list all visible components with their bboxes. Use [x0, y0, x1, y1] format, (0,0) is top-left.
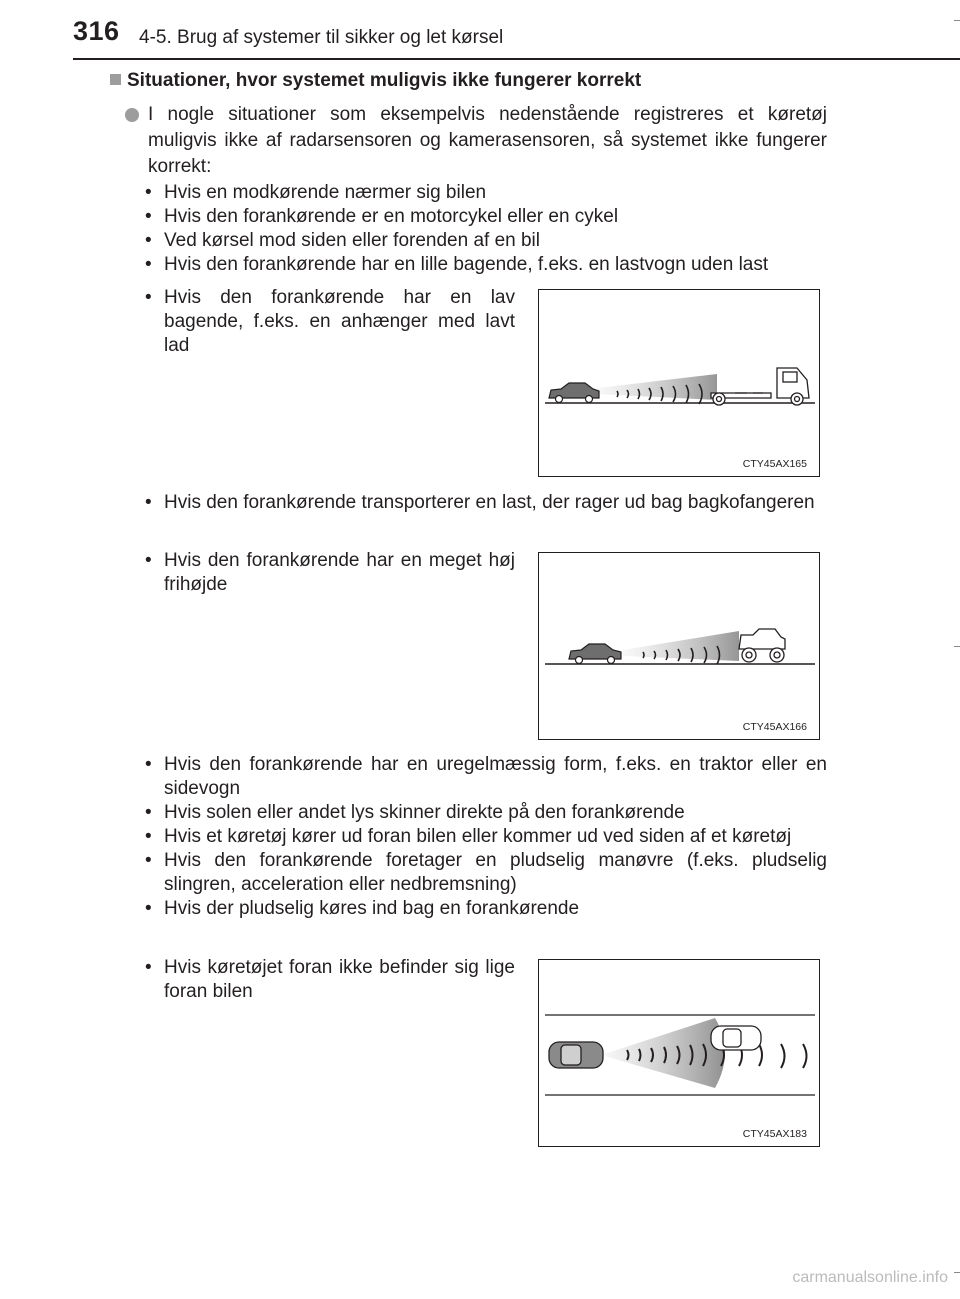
crop-mark: [954, 1272, 960, 1273]
figure-offset-vehicle: [538, 959, 820, 1147]
list-item: • Hvis den forankørende har en meget høj frihøjde: [145, 549, 515, 597]
list-item: • Hvis køretøjet foran ikke befinder sig lige foran bilen: [145, 956, 515, 1004]
page-number: 316: [73, 16, 120, 46]
situation-high-clearance: [145, 549, 515, 597]
circle-bullet-icon: [125, 108, 139, 122]
car-topview-icon: [549, 1042, 603, 1068]
suv-icon: [739, 629, 785, 662]
list-item: • Hvis der pludselig køres ind bag en forankørende: [145, 897, 827, 921]
truck-illustration: [539, 290, 819, 476]
list-item: • Hvis den forankørende transporterer en last, der rager ud bag bagkofangeren: [145, 491, 827, 515]
figure-code: CTY45AX166: [742, 721, 807, 733]
intro-paragraph: [125, 102, 827, 180]
suv-illustration: [539, 553, 819, 739]
crop-mark: [954, 646, 960, 647]
header-rule: [73, 58, 960, 60]
list-item: • Hvis den forankørende har en lille bagende, f.eks. en lastvogn uden last: [145, 253, 827, 277]
square-bullet-icon: [110, 74, 121, 85]
figure-high-clearance: [538, 552, 820, 740]
situation-list-b: [145, 753, 827, 921]
car-icon: [549, 383, 599, 403]
offset-illustration: [539, 960, 819, 1146]
situation-list-a: [145, 181, 827, 277]
vehicle-ahead-topview-icon: [711, 1026, 761, 1050]
list-item: • Ved kørsel mod siden eller forenden af en bil: [145, 229, 827, 253]
truck-icon: [711, 368, 809, 405]
list-item: • Hvis solen eller andet lys skinner direkte på den forankørende: [145, 801, 827, 825]
figure-code: CTY45AX165: [742, 458, 807, 470]
crop-mark: [954, 20, 960, 21]
list-item: • Hvis den forankørende har en uregelmæssig form, f.eks. en traktor eller en sidevogn: [145, 753, 827, 801]
list-item: • Hvis den forankørende foretager en pludselig manøvre (f.eks. pludselig slingren, acceleration eller nedbremsning): [145, 849, 827, 897]
figure-code: CTY45AX183: [742, 1128, 807, 1140]
footer-watermark: carmanualsonline.info: [792, 1269, 948, 1286]
list-item: • Hvis en modkørende nærmer sig bilen: [145, 181, 827, 205]
figure-low-rear-truck: [538, 289, 820, 477]
section-heading-text: Situationer, hvor systemet muligvis ikke fungerer korrekt: [127, 70, 642, 91]
car-icon: [569, 644, 621, 664]
intro-text: I nogle situationer som eksempelvis nedenstående registreres et køretøj muligvis ikke af radarsensoren og kamerasensoren, så systemet ikke fungerer korrekt:: [148, 104, 827, 177]
list-item: • Hvis den forankørende er en motorcykel eller en cykel: [145, 205, 827, 229]
list-item: • Hvis den forankørende har en lav bagende, f.eks. en anhænger med lavt lad: [145, 286, 515, 358]
list-item: • Hvis et køretøj kører ud foran bilen eller kommer ud ved siden af et køretøj: [145, 825, 827, 849]
situation-offset: [145, 956, 515, 1004]
situation-cargo: [145, 491, 827, 515]
chapter-title: 4-5. Brug af systemer til sikker og let kørsel: [139, 27, 504, 48]
section-heading: [110, 70, 641, 92]
situation-low-rear: [145, 286, 515, 358]
